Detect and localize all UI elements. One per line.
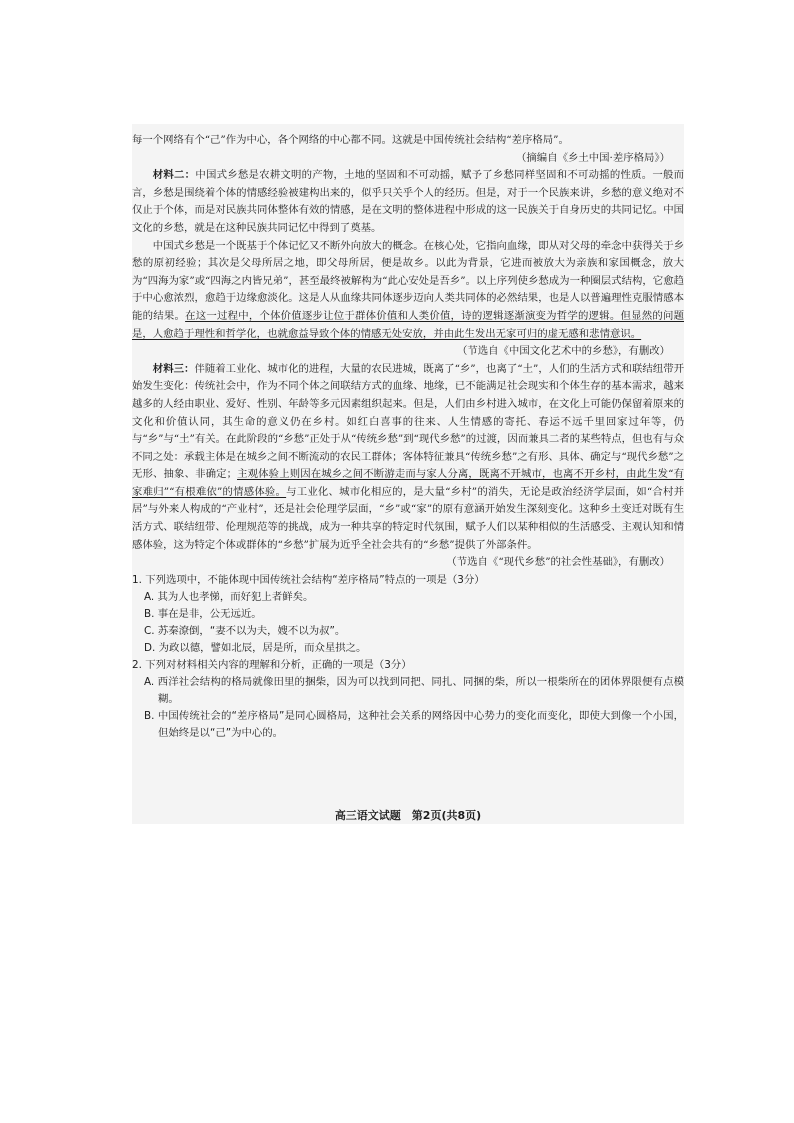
page-footer: 高三语文试题 第2页(共8页) xyxy=(334,809,482,822)
material2-paragraph-1 xyxy=(132,167,684,237)
question-1-option-b: B. 事在是非，公无远近。 xyxy=(144,607,262,620)
material2-p2-text: 中国式乡愁是一个既基于个体记忆又不断外向放大的概念。在核心处，它指向血缘，即从对父母的牵念中获得关于乡愁的原初经验；其次是父母所居之地，即父母所居，便是故乡。以此为背景，它进而被放大为亲族和家国概念，放大为“四海为家”或“四海之内皆兄弟”，甚至最终被解构为“此心安处是吾乡”。以上序列使乡愁成为一种圈层式结构，它愈趋于中心愈浓烈，愈趋于边缘愈淡化。这是人从血缘共同体逐步迈向人类共同体的必然结果，也是人以普遍理性克服情感本能的结果。 xyxy=(132,239,684,322)
page-content xyxy=(132,132,684,742)
question-2-option-a: A. 西洋社会结构的格局就像田里的捆柴，因为可以找到同把、同扎、同捆的柴，所以一根柴所在的团体界限便有点模糊。 xyxy=(144,675,684,705)
question-1-option-d: D. 为政以德，譬如北辰，居是所，而众星拱之。 xyxy=(144,641,367,654)
material2-label: 材料二： xyxy=(152,169,196,182)
material3-paragraph xyxy=(132,361,684,555)
material3-source: （节选自《“现代乡愁”的社会性基础》，有删改） xyxy=(446,556,670,569)
question-1-stem: 1. 下列选项中，不能体现中国传统社会结构“差序格局”特点的一项是（3分） xyxy=(132,573,485,586)
material3-underlined-text: 主观体验上则因在城乡之间不断游走而与家人分离，既离不开城市，也离不开乡村，由此生发“有家难归”“有根难依”的情感体验。 xyxy=(132,468,685,498)
material2-source: （节选自《中国文化艺术中的乡愁》，有删改） xyxy=(456,345,670,358)
material3-text-b: 与工业化、城市化相应的，是大量“乡村”的消失，无论是政治经济学层面，如“合村并居”与外来人构成的“产业村”，还是社会伦理学层面，“乡”或“家”的原有意涵开始发生深刻变化。这种乡土变迁对既有生活方式、联结纽带、伦理规范等的挑战，成为一种共享的特定时代氛围，赋予人们以某种相似的生活感受、主观认知和情感体验，这为特定个体或群体的“乡愁”扩展为近乎全社会共有的“乡愁”提供了外部条件。 xyxy=(132,485,684,551)
material2-paragraph-2 xyxy=(132,238,684,344)
material2-underlined-text: 在这一过程中，个体价值逐步让位于群体价值和人类价值，诗的逻辑逐渐演变为哲学的逻辑。但显然的问题是，人愈趋于理性和哲学化，也就愈益导致个体的情感无处安放，并由此生发出无家可归的虚无感和悲情意识。 xyxy=(132,309,685,340)
intro-paragraph: 每一个网络有个“己”作为中心，各个网络的中心都不同。这就是中国传统社会结构“差序格局”。 xyxy=(132,134,569,146)
question-1-option-a: A. 其为人也孝悌，而好犯上者鲜矣。 xyxy=(144,590,314,603)
question-2-stem: 2. 下列对材料相关内容的理解和分析，正确的一项是（3分） xyxy=(132,658,412,671)
question-2-option-b: B. 中国传统社会的“差序格局”是同心圆格局，这种社会关系的网络因中心势力的变化而变化，即使大到像一个小国，但始终是以“己”为中心的。 xyxy=(144,709,684,739)
exam-page xyxy=(132,124,684,824)
intro-source: （摘编自《乡土中国·差序格局》） xyxy=(516,151,670,164)
material2-p1-text: 中国式乡愁是农耕文明的产物，土地的坚固和不可动摇，赋予了乡愁同样坚固和不可动摇的性质。一般而言，乡愁是围绕着个体的情感经验被建构出来的，似乎只关乎个人的经历。但是，对于一个民族来讲，乡愁的意义绝对不仅止于个体，而是对民族共同体整体有效的情感，是在文明的整体进程中形成的这一民族关于自身历史的共同记忆。中国文化的乡愁，就是在这种民族共同记忆中得到了奠基。 xyxy=(132,169,684,234)
material3-text-a: 伴随着工业化、城市化的进程，大量的农民进城，既离了“乡”，也离了“土”，人们的生活方式和联结纽带开始发生变化：传统社会中，作为不同个体之间联结方式的血缘、地缘，已不能满足社会现实和个体生存的基本需求，越来越多的人经由职业、爱好、性别、年龄等多元因素组织起来。但是，人们由乡村进入城市，在文化上可能仍保留着原来的文化和价值认同，其生命的意义仍在乡村。如红白喜事的往来、人生情感的寄托、春运不远千里回家过年等，仍与“乡”与“土”有关。在此阶段的“乡愁”正处于从“传统乡愁”到“现代乡愁”的过渡，因而兼具二者的某些特点，但也有与众不同之处：承载主体是在城乡之间不断流动的农民工群体；客体特征兼具“传统乡愁”之有形、具体、确定与“现代乡愁”之无形、抽象、非确定； xyxy=(132,362,684,481)
question-1-option-c: C. 苏秦潦倒，“妻不以为夫，嫂不以为叔”。 xyxy=(144,624,346,637)
material3-label: 材料三： xyxy=(152,362,195,375)
